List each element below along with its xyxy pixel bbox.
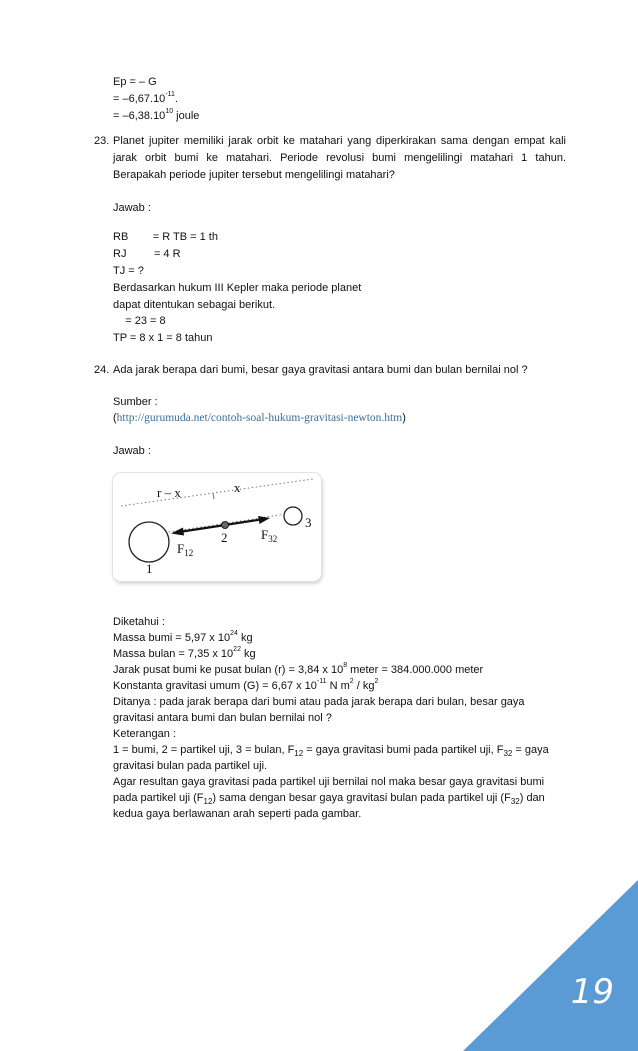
known-label: Diketahui : [113,616,165,628]
notes-label: Keterangan : [113,728,176,740]
label-f12: $F_{12}$ [177,541,194,558]
label-x: x [234,480,241,495]
page-number: 19 [570,972,614,1012]
explanation-line-2: pada partikel uji $(F_{12})$ sama dengan besar gaya gravitasi bulan pada partikel uji $(F_{32})$ dan [113,792,545,807]
question-23-number: 23. [94,135,110,147]
source-label: Sumber : [113,396,158,408]
question-23-kepler-line-1: Berdasarkan hukum III Kepler maka periode planet [113,282,362,294]
question-24-number: 24. [94,364,110,376]
question-23-line-1: Planet jupiter memiliki jarak orbit ke matahari yang diperkirakan sama dengan empat kali [113,135,566,147]
notes-line-1: 1 = bumi, 2 = partikel uji, 3 = bulan, $F_{12}$ = gaya gravitasi bumi pada partikel uji, $F_{32}$ = gaya [113,744,549,759]
label-1: 1 [146,561,153,576]
calc-line-2: = $-6,38.10^{10}$ joule [113,108,200,122]
question-23-result: TP = 8 x 1 = 8 tahun [113,332,213,344]
question-23-answer-label: Jawab : [113,202,151,214]
label-r-minus-x: r – x [157,485,181,500]
earth-mass: Massa bumi = 5,97 x $10^{24}$ kg [113,630,253,644]
calc-line-1: = $-6,67.10^{-11}$. [113,91,178,105]
center-distance: Jarak pusat bumi ke pusat bulan (r) = 3,84 x $10^8$ meter = 384.000.000 meter [113,662,484,676]
question-24-text: Ada jarak berapa dari bumi, besar gaya gravitasi antara bumi dan bulan bernilai nol ? [113,364,528,376]
moon-mass: Massa bulan = 7,35 x $10^{22}$ kg [113,646,256,660]
question-23-rj: RJ = 4 R [113,248,181,260]
question-23-equation: = 23 = 8 [113,315,166,327]
explanation-line-3: kedua gaya berlawanan arah seperti pada gambar. [113,808,362,820]
asked-line-1: Ditanya : pada jarak berapa dari bumi atau pada jarak berapa dari bulan, besar gaya [113,696,525,708]
corner-triangle [463,880,638,1051]
label-2: 2 [221,530,228,545]
source-line: (http://gurumuda.net/contoh-soal-hukum-gravitasi-newton.htm) [113,412,406,424]
label-f32: $F_{32}$ [261,527,278,544]
explanation-line-1: Agar resultan gaya gravitasi pada partikel uji bernilai nol maka besar gaya gravitasi bumi [113,776,545,788]
question-24-answer-label: Jawab : [113,445,151,457]
question-23-tj: TJ = ? [113,265,144,277]
source-link[interactable]: http://gurumuda.net/contoh-soal-hukum-gravitasi-newton.htm [116,412,403,424]
asked-line-2: gravitasi antara bumi dan bulan bernilai nol ? [113,712,332,724]
question-23-line-2: jarak orbit bumi ke matahari. Periode revolusi bumi mengelilingi matahari 1 tahun. [113,152,566,164]
ep-formula-line: Ep = – G [113,76,157,88]
question-23-line-3: Berapakah periode jupiter tersebut mengelilingi matahari? [113,169,395,181]
gravitational-constant: Konstanta gravitasi umum (G) = 6,67 x $10^{-11}$ N $m^2 / kg^2$ [113,678,379,692]
question-23-kepler-line-2: dapat ditentukan sebagai berikut. [113,299,276,311]
question-23-rb: RB = R TB = 1 th [113,231,218,243]
label-3: 3 [305,515,312,530]
notes-line-2: gravitasi bulan pada partikel uji. [113,760,268,772]
